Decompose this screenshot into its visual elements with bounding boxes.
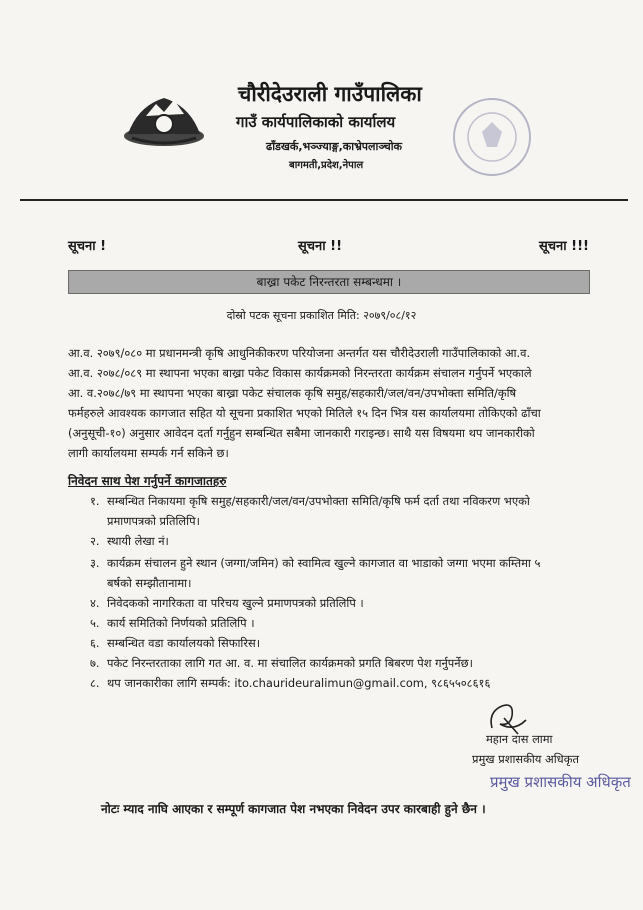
- list-item: सम्बन्धित वडा कार्यालयको सिफारिस।: [107, 636, 261, 650]
- list-item: थप जानकारीका लागि सम्पर्क: ito.chaurideuralimun@gmail.com, ९८६५५०८६१६: [107, 676, 491, 690]
- list-item: निवेदकको नागरिकता वा परिचय खुल्ने प्रमाणपत्रको प्रतिलिपि ।: [107, 596, 364, 610]
- notice-label-1: सूचना !: [68, 239, 107, 254]
- signer-stamp: प्रमुख प्रशासकीय अधिकृत: [490, 773, 631, 791]
- signer-name: महान दास लामा: [486, 732, 553, 746]
- list-item: सम्बन्धित निकायमा कृषि समुह/सहकारी/जल/वन/उपभोक्ता समिति/कृषि फर्म दर्ता तथा नविकरण भएको: [107, 494, 530, 508]
- body-line: आ.व. २०७९/०८० मा प्रधानमन्त्री कृषि आधुनिकीकरण परियोजना अन्तर्गत यस चौरीदेउराली गाउँपालिकाको आ.व.: [68, 346, 531, 360]
- list-item: कार्य समितिको निर्णयको प्रतिलिपि ।: [107, 616, 255, 630]
- list-item-number: ५.: [90, 616, 100, 630]
- list-item-number: १.: [90, 494, 100, 508]
- body-line: (अनुसूची-१०) अनुसार आवेदन दर्ता गर्नुहुन सम्बन्धित सबैमा जानकारी गराइन्छ। साथै यस विषयमा थप जानकारीको: [68, 426, 535, 440]
- list-item: स्थायी लेखा नं।: [107, 534, 169, 548]
- list-item: बर्षको सम्झौतानामा।: [107, 576, 192, 590]
- office-name: चौरीदेउराली गाउँपालिका: [238, 82, 422, 106]
- list-item: कार्यक्रम संचालन हुने स्थान (जग्गा/जमिन) को स्वामित्व खुल्ने कागजात वा भाडाको जग्गा भएमा कम्तिमा ५: [107, 556, 541, 570]
- footer-note: नोटः म्याद नाघि आएका र सम्पूर्ण कागजात पेश नभएका निवेदन उपर कारबाही हुने छैन ।: [101, 802, 486, 816]
- office-subtitle: गाउँ कार्यपालिकाको कार्यालय: [236, 113, 396, 131]
- notice-label-3: सूचना !!!: [539, 239, 589, 254]
- nepal-emblem-icon: [118, 86, 210, 150]
- subject-bar: बाख्रा पकेट निरन्तरता सम्बन्धमा ।: [68, 270, 590, 294]
- list-item-number: ६.: [90, 636, 100, 650]
- documents-heading: निवेदन साथ पेश गर्नुपर्ने कागजातहरु: [68, 474, 227, 488]
- list-item-number: ८.: [90, 676, 100, 690]
- office-stamp-icon: [447, 92, 537, 182]
- body-line: लागी कार्यालयमा सम्पर्क गर्न सकिने छ।: [68, 446, 229, 460]
- list-item-number: २.: [90, 534, 100, 548]
- address-line-1: ढाँडखर्क,भञ्ज्याङ्ग,काभ्रेपलाञ्चोक: [266, 140, 403, 153]
- body-line: आ. व.२०७८/७९ मा स्थापना भएका बाख्रा पकेट संचालक कृषि समुह/सहकारी/जल/वन/उपभोक्ता समिति/कृषि: [68, 386, 517, 400]
- notice-label-2: सूचना !!: [298, 239, 343, 254]
- list-item: पकेट निरन्तरताका लागि गत आ. व. मा संचालित कार्यक्रमको प्रगति बिबरण पेश गर्नुपर्नेछ।: [107, 656, 473, 670]
- publication-date-line: दोस्रो पटक सूचना प्रकाशित मिति: २०७९/०८/१२: [226, 309, 417, 322]
- list-item-number: ३.: [90, 556, 100, 570]
- signer-title: प्रमुख प्रशासकीय अधिकृत: [472, 752, 579, 766]
- list-item-number: ७.: [90, 656, 100, 670]
- header-divider: [20, 199, 628, 201]
- list-item: प्रमाणपत्रको प्रतिलिपि।: [107, 514, 200, 528]
- body-line: आ.व. २०७८/०८९ मा स्थापना भएका बाख्रा पकेट विकास कार्यक्रमको निरन्तरता कार्यक्रम संचालन गर्नुपर्ने भएकाले: [68, 366, 532, 380]
- address-line-2: बागमती,प्रदेश,नेपाल: [289, 160, 364, 171]
- list-item-number: ४.: [90, 596, 100, 610]
- body-line: फर्महरुले आवश्यक कागजात सहित यो सूचना प्रकाशित भएको मितिले १५ दिन भित्र यस कार्यालयमा तोकिएको ढाँचा: [68, 406, 541, 420]
